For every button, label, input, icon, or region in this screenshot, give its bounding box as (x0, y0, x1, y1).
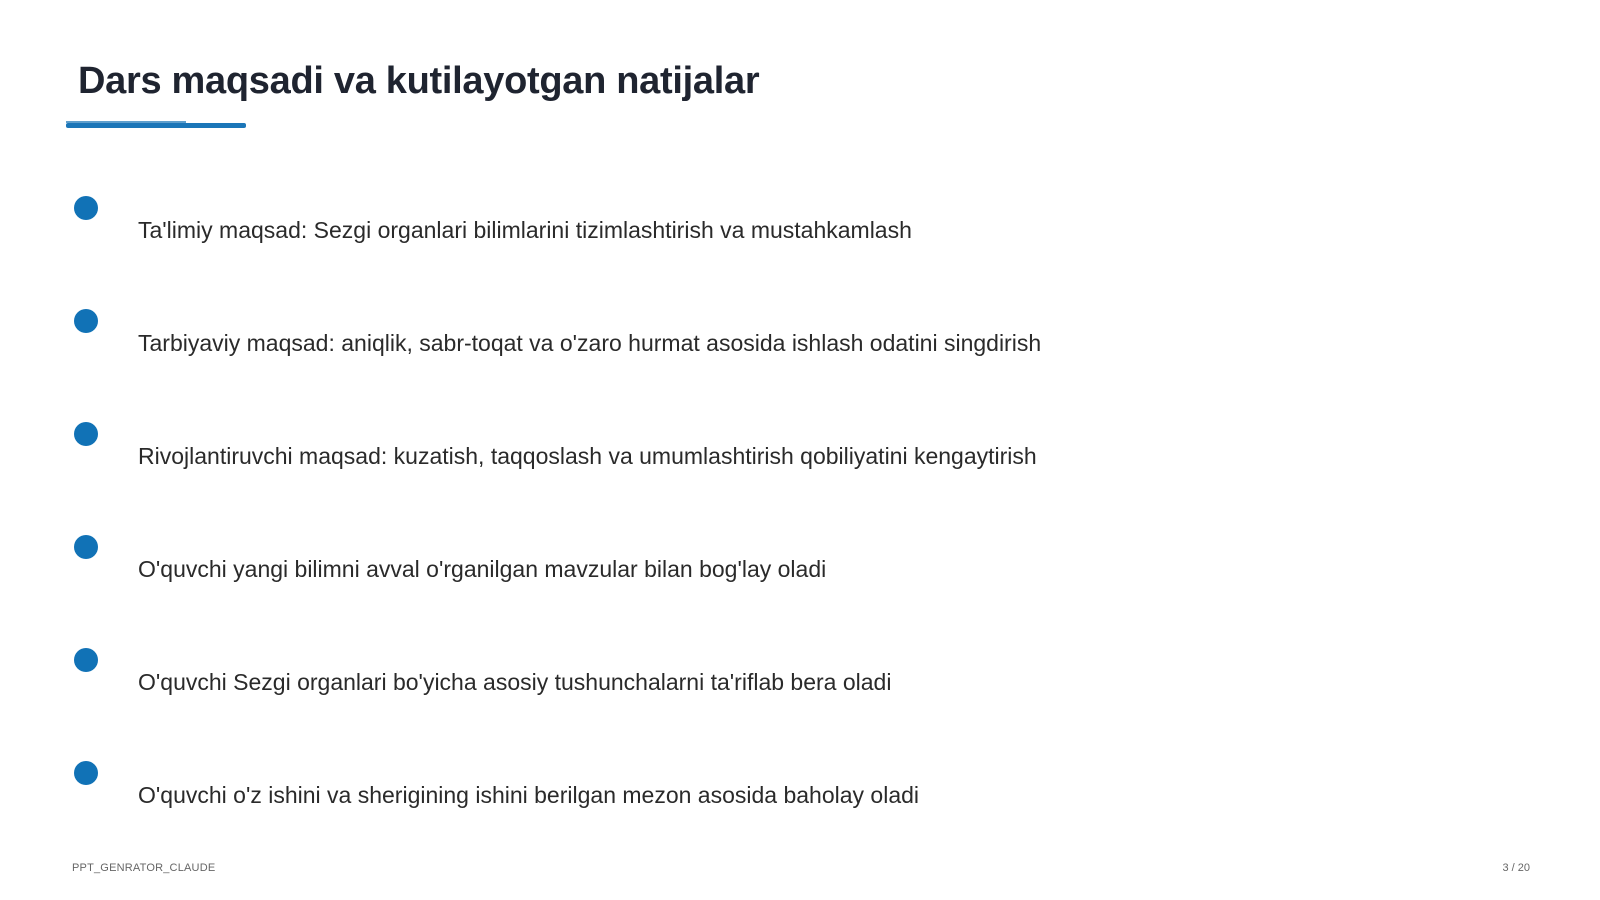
bullet-text: O'quvchi yangi bilimni avval o'rganilgan mavzular bilan bog'lay oladi (138, 556, 827, 582)
slide-title: Dars maqsadi va kutilayotgan natijalar (78, 60, 760, 102)
bullet-dot-icon (74, 535, 98, 559)
bullet-item (74, 196, 1474, 256)
bullet-text: O'quvchi Sezgi organlari bo'yicha asosiy tushunchalarni ta'riflab bera oladi (138, 669, 892, 695)
bullet-item (74, 761, 1474, 821)
bullet-dot-icon (74, 422, 98, 446)
page-indicator: 3 / 20 (1502, 862, 1530, 874)
bullet-text: Tarbiyaviy maqsad: aniqlik, sabr-toqat va o'zaro hurmat asosida ishlash odatini singdirish (138, 330, 1042, 356)
bullet-text: Rivojlantiruvchi maqsad: kuzatish, taqqoslash va umumlashtirish qobiliyatini kengaytirish (138, 443, 1037, 469)
bullet-item (74, 535, 1474, 595)
bullet-item (74, 648, 1474, 708)
bullet-dot-icon (74, 309, 98, 333)
footer-generator-label: PPT_GENRATOR_CLAUDE (72, 862, 216, 874)
bullet-dot-icon (74, 648, 98, 672)
bullet-dot-icon (74, 761, 98, 785)
bullet-text: O'quvchi o'z ishini va sherigining ishini berilgan mezon asosida baholay oladi (138, 782, 920, 808)
bullet-item (74, 309, 1474, 369)
bullet-dot-icon (74, 196, 98, 220)
bullet-text: Ta'limiy maqsad: Sezgi organlari bilimlarini tizimlashtirish va mustahkamlash (138, 217, 912, 243)
bullet-item (74, 422, 1474, 482)
